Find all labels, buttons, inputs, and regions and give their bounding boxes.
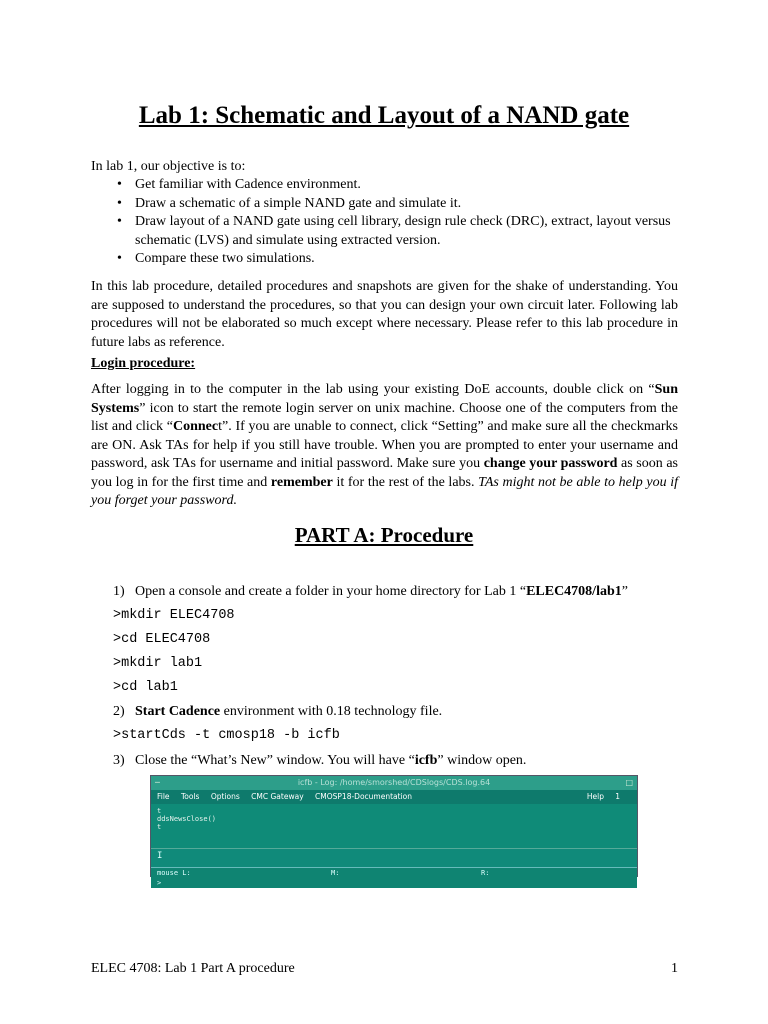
menu-page-number: 1: [615, 792, 620, 801]
mouse-m-label: M:: [331, 869, 340, 877]
intro-text: In lab 1, our objective is to:: [91, 159, 246, 174]
login-heading: Login procedure:: [91, 356, 196, 371]
menu-help: Help: [586, 792, 604, 801]
command-line: >cd ELEC4708: [113, 632, 211, 647]
step-2: 2) Start Cadence environment with 0.18 technology file.: [113, 704, 443, 719]
step-3: 3) Close the “What’s New” window. You will have “icfb” window open.: [113, 753, 527, 768]
list-item: • Draw a schematic of a simple NAND gate and simulate it.: [117, 195, 682, 214]
log-line: t: [157, 823, 162, 831]
icfb-command-input: I: [151, 849, 637, 868]
log-line: ddsNewsClose(): [157, 815, 217, 823]
step-1: 1) Open a console and create a folder in your home directory for Lab 1 “ELEC4708/lab1”: [113, 584, 628, 599]
footer-text: ELEC 4708: Lab 1 Part A procedure: [91, 961, 295, 976]
menu-options: Options: [210, 792, 240, 801]
menu-cmc-gateway: CMC Gateway: [251, 792, 304, 801]
command-line: >mkdir ELEC4708: [113, 608, 235, 623]
mouse-r-label: R:: [481, 869, 490, 877]
maximize-icon: □: [625, 778, 633, 787]
login-paragraph: After logging in to the computer in the lab using your existing DoE accounts, double click on “Sun Systems” icon to start the remote login server on unix machine. Choose one of the computers from the list and click “Connect”. If you are unable to connect, click “Setting” and make sure all the checkmarks are ON. Ask TAs for help if you still have trouble. When you are prompted to enter your username and password, ask TAs for username and initial password. Make sure you change your password as soon as you log in for the first time and remember it for the rest of the labs. TAs might not be able to help you if you forget your password.: [91, 382, 678, 508]
list-item: • Compare these two simulations.: [117, 250, 682, 269]
prompt-symbol: >: [157, 879, 162, 887]
part-a-heading: PART A: Procedure: [294, 523, 474, 547]
icfb-titlebar: [151, 776, 637, 790]
icfb-mouse-status: [151, 868, 637, 878]
window-menu-icon: ─: [155, 778, 160, 787]
command-line: >startCds -t cmosp18 -b icfb: [113, 728, 340, 743]
objectives-list: [117, 176, 682, 269]
icfb-menubar: [151, 790, 637, 804]
list-item: • Draw layout of a NAND gate using cell library, design rule check (DRC), extract, layout versus schematic (LVS) and simulate using extracted version.: [117, 213, 682, 250]
page-footer: [91, 961, 678, 977]
list-item: • Get familiar with Cadence environment.: [117, 176, 682, 195]
page-number: 1: [671, 961, 678, 976]
icfb-window-screenshot: [150, 775, 638, 887]
icfb-log-output: [151, 804, 637, 849]
icfb-prompt: [151, 878, 637, 888]
document-title: Lab 1: Schematic and Layout of a NAND gate: [138, 102, 630, 129]
command-line: >cd lab1: [113, 680, 178, 695]
log-line: t: [157, 807, 162, 815]
menu-documentation: CMOSP18-Documentation: [315, 792, 412, 801]
menu-tools: Tools: [180, 792, 200, 801]
menu-file: File: [157, 792, 170, 801]
mouse-l-label: mouse L:: [157, 869, 191, 877]
procedure-paragraph: In this lab procedure, detailed procedures and snapshots are given for the shake of understanding. You are supposed to understand the procedures, so that you can design your own circuit later. Following lab procedures will not be elaborated so much except where necessary. Please refer to this lab procedure in future labs as reference.: [91, 279, 678, 350]
command-line: >mkdir lab1: [113, 656, 203, 671]
icfb-title: icfb - Log: /home/smorshed/CDSlogs/CDS.log.64: [297, 778, 491, 787]
